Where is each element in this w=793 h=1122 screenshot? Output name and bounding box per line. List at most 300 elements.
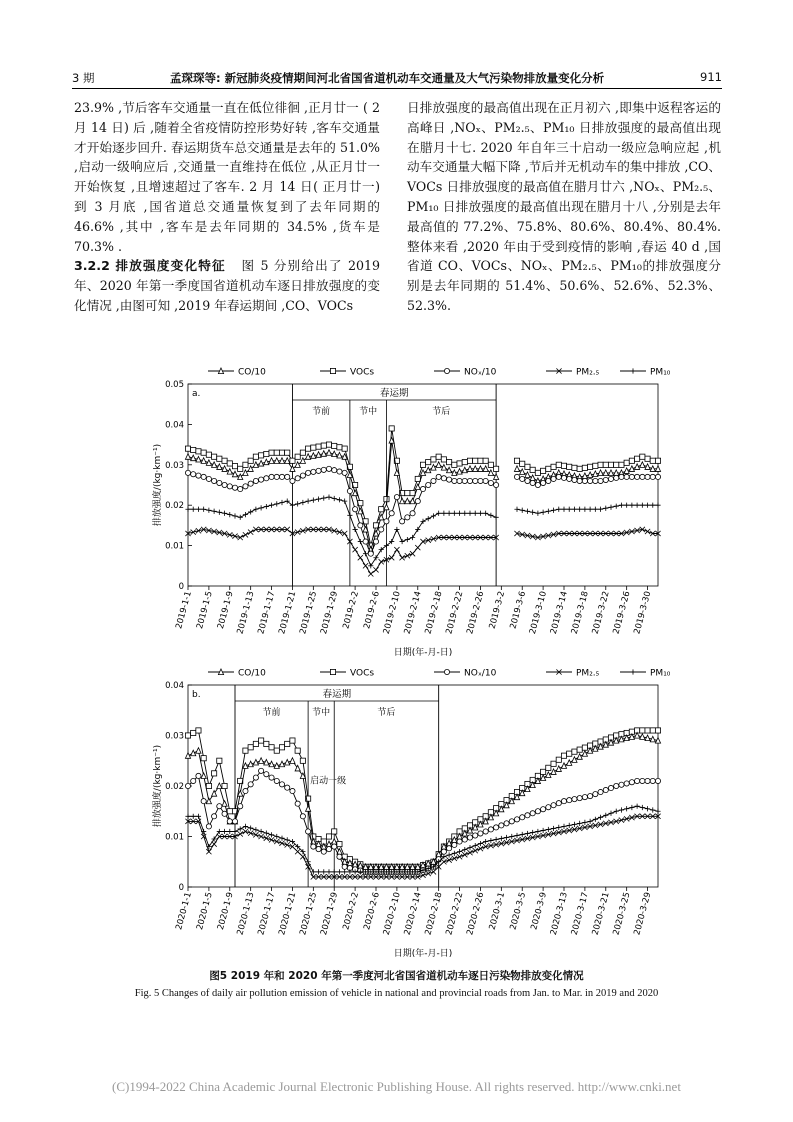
data-point — [473, 458, 478, 463]
data-point — [342, 864, 347, 869]
data-point — [259, 758, 264, 764]
data-point — [279, 450, 284, 455]
data-point — [217, 480, 222, 485]
data-point — [619, 782, 624, 787]
data-point — [279, 500, 284, 505]
data-point — [222, 466, 227, 472]
series-triangle — [185, 733, 660, 870]
data-point — [645, 464, 650, 470]
data-point — [363, 551, 368, 556]
data-point — [499, 823, 504, 828]
data-point — [269, 474, 274, 479]
data-point — [577, 466, 582, 471]
data-point — [185, 753, 190, 759]
data-point — [447, 857, 452, 862]
right-column — [407, 98, 721, 316]
data-point — [447, 477, 452, 482]
data-point — [640, 805, 645, 810]
y-tick-label: 0.04 — [165, 420, 184, 431]
data-point — [541, 828, 546, 833]
data-point — [598, 507, 603, 512]
x-tick-label: 2019-2-14 — [402, 590, 424, 636]
data-point — [546, 805, 551, 810]
legend-label: CO/10 — [238, 367, 266, 378]
data-point — [259, 453, 264, 458]
data-point — [185, 454, 190, 460]
data-point — [217, 456, 222, 461]
data-point — [452, 478, 457, 483]
data-point — [285, 785, 290, 790]
data-point — [541, 468, 546, 473]
data-point — [222, 482, 227, 487]
data-point — [295, 748, 300, 753]
y-tick-label: 0 — [178, 883, 184, 893]
data-point — [572, 749, 577, 754]
data-point — [332, 869, 337, 874]
data-point — [645, 728, 650, 733]
data-point — [640, 503, 645, 508]
panel-label: b. — [192, 690, 201, 700]
data-point — [285, 474, 290, 479]
data-point — [290, 758, 295, 764]
data-point — [269, 503, 274, 508]
paragraph: 日排放强度的最高值出现在正月初六 ,即集中返程客运的高峰日 ,NOₓ、PM₂.₅、PM₁₀ 日排放强度的最高值出现在腊月十七. 2020 年自年三十启动一级应急响应起 ,机动车交通量大幅下降 ,节后并无机动车的集中排放 ,CO、VOCs 日排放强度的最高值在腊月廿六 ,NOₓ、PM₂.₅、PM₁₀ 日排放强度的最高值出现在腊月十八 ,分别是去年最高值的 77.2%、75.8%、80.6%、80.4%、80.4%. 整体来看 ,2020 年由于受到疫情的影响 ,春运 40 d ,国省道 CO、VOCs、NOₓ、PM₂.₅、PM₁₀的排放强度分别是去年同期的 51.4%、50.6%、52.6%、52.3%、52.3%. — [407, 100, 721, 313]
data-point — [238, 535, 243, 540]
data-point — [577, 478, 582, 483]
data-point — [316, 444, 321, 449]
data-point — [238, 486, 243, 491]
data-point — [494, 482, 499, 487]
data-point — [347, 488, 352, 493]
legend-marker — [444, 368, 449, 373]
data-point — [332, 839, 337, 845]
data-point — [332, 496, 337, 501]
x-tick-label: 2020-3-29 — [632, 891, 654, 937]
data-point — [467, 850, 472, 855]
data-point — [285, 450, 290, 455]
data-point — [588, 819, 593, 824]
y-tick-label: 0.02 — [165, 782, 184, 792]
data-point — [347, 513, 352, 518]
data-point — [405, 553, 410, 558]
data-point — [201, 507, 206, 512]
figure-caption-cn: 图5 2019 年和 2020 年第一季度河北省国省道机动车逐日污染物排放变化情况 — [209, 970, 584, 982]
data-point — [259, 477, 264, 482]
data-point — [384, 519, 389, 524]
chart-2019 — [150, 362, 670, 660]
x-tick-label: 2019-1-13 — [235, 590, 257, 636]
data-point — [645, 456, 650, 461]
data-point — [264, 451, 269, 456]
data-point — [217, 829, 222, 834]
data-point — [514, 507, 519, 512]
data-point — [253, 478, 258, 483]
data-point — [619, 807, 624, 812]
data-point — [504, 835, 509, 840]
series-circle — [185, 466, 660, 556]
data-point — [222, 811, 227, 816]
sub-period-label: 节中 — [359, 407, 378, 417]
data-point — [603, 787, 608, 792]
data-point — [274, 501, 279, 506]
data-point — [238, 831, 243, 836]
x-tick-label: 2019-2-2 — [341, 590, 362, 631]
data-point — [243, 829, 248, 834]
data-point — [546, 509, 551, 514]
data-point — [290, 478, 295, 483]
data-point — [248, 466, 253, 472]
data-point — [332, 443, 337, 448]
y-tick-label: 0.01 — [165, 541, 184, 552]
data-point — [447, 852, 452, 857]
data-point — [488, 838, 493, 843]
data-point — [321, 443, 326, 448]
data-point — [593, 478, 598, 483]
data-point — [290, 738, 295, 743]
data-point — [535, 470, 540, 475]
data-point — [577, 507, 582, 512]
data-point — [212, 454, 217, 459]
data-point — [321, 869, 326, 874]
x-tick-label: 2020-2-10 — [381, 891, 403, 937]
data-point — [259, 738, 264, 743]
data-point — [300, 758, 305, 763]
data-point — [264, 772, 269, 777]
series-plus — [185, 495, 660, 569]
data-point — [274, 834, 279, 839]
data-point — [232, 829, 237, 834]
data-point — [300, 528, 305, 533]
x-tick-label: 2020-1-17 — [256, 891, 278, 937]
data-point — [191, 730, 196, 735]
data-point — [426, 460, 431, 465]
data-point — [300, 814, 305, 819]
data-point — [259, 834, 264, 839]
data-point — [316, 869, 321, 874]
data-point — [551, 508, 556, 513]
data-point — [608, 811, 613, 816]
x-tick-label: 2019-1-5 — [195, 590, 215, 631]
data-point — [598, 462, 603, 467]
data-point — [514, 466, 519, 472]
data-point — [227, 512, 232, 517]
data-point — [525, 478, 530, 483]
data-point — [582, 820, 587, 825]
data-point — [546, 466, 551, 471]
data-point — [467, 835, 472, 840]
data-point — [232, 464, 237, 469]
data-point — [556, 507, 561, 512]
legend-marker — [330, 368, 335, 373]
data-point — [441, 511, 446, 516]
data-point — [191, 507, 196, 512]
data-point — [567, 476, 572, 481]
data-point — [452, 842, 457, 847]
data-point — [452, 856, 457, 861]
data-point — [243, 788, 248, 793]
data-point — [561, 463, 566, 468]
x-tick-label: 2019-1-1 — [174, 590, 194, 631]
series-line — [188, 730, 658, 866]
data-point — [556, 462, 561, 467]
data-point — [222, 511, 227, 516]
data-point — [499, 836, 504, 841]
data-point — [525, 831, 530, 836]
data-point — [191, 750, 196, 756]
data-point — [561, 824, 566, 829]
data-point — [337, 445, 342, 450]
data-point — [426, 467, 431, 473]
data-point — [582, 745, 587, 750]
data-point — [326, 450, 331, 456]
data-point — [494, 474, 499, 480]
x-tick-label: 2020-3-9 — [529, 891, 550, 932]
data-point — [478, 846, 483, 851]
data-point — [212, 509, 217, 514]
data-point — [358, 555, 363, 560]
legend-label: PM₁₀ — [650, 367, 670, 378]
data-point — [645, 503, 650, 508]
data-point — [494, 515, 499, 520]
data-point — [212, 478, 217, 483]
x-tick-label: 2019-3-2 — [487, 590, 508, 631]
data-point — [551, 761, 556, 766]
data-point — [457, 839, 462, 844]
data-point — [368, 571, 373, 576]
data-point — [608, 505, 613, 510]
x-tick-label: 2019-1-21 — [277, 590, 299, 636]
data-point — [473, 511, 478, 516]
data-point — [567, 464, 572, 469]
data-point — [478, 458, 483, 463]
data-point — [426, 516, 431, 521]
data-point — [462, 511, 467, 516]
data-point — [624, 460, 629, 465]
data-point — [290, 788, 295, 793]
data-point — [326, 442, 331, 447]
data-point — [462, 847, 467, 852]
data-point — [567, 507, 572, 512]
data-point — [514, 474, 519, 479]
data-point — [619, 474, 624, 479]
y-axis-label: 排放强度/(kg·km⁻¹) — [153, 744, 163, 828]
data-point — [232, 513, 237, 518]
data-point — [608, 462, 613, 467]
data-point — [572, 757, 577, 763]
data-point — [541, 480, 546, 485]
data-point — [608, 476, 613, 481]
data-point — [640, 462, 645, 468]
data-point — [441, 859, 446, 864]
data-point — [243, 824, 248, 829]
data-point — [577, 821, 582, 826]
data-point — [227, 469, 232, 475]
data-point — [279, 782, 284, 787]
data-point — [525, 813, 530, 818]
data-point — [185, 814, 190, 819]
data-point — [551, 464, 556, 469]
data-point — [206, 452, 211, 457]
data-point — [311, 469, 316, 474]
data-point — [290, 458, 295, 463]
data-point — [300, 450, 305, 455]
data-point — [196, 473, 201, 478]
data-point — [514, 817, 519, 822]
x-tick-label: 2020-1-1 — [174, 891, 194, 932]
data-point — [593, 463, 598, 468]
data-point — [222, 829, 227, 834]
data-point — [447, 511, 452, 516]
data-point — [243, 512, 248, 517]
data-point — [577, 747, 582, 752]
data-point — [530, 811, 535, 816]
data-point — [201, 474, 206, 479]
data-point — [473, 843, 478, 848]
data-point — [400, 555, 405, 560]
x-tick-label: 2020-2-6 — [362, 891, 382, 932]
header-rule — [72, 88, 722, 89]
data-point — [614, 504, 619, 509]
data-point — [253, 827, 258, 832]
y-tick-label: 0.04 — [165, 681, 184, 691]
data-point — [635, 474, 640, 479]
data-point — [212, 462, 217, 468]
data-point — [582, 478, 587, 483]
data-point — [572, 797, 577, 802]
data-point — [598, 815, 603, 820]
data-point — [572, 822, 577, 827]
x-tick-label: 2019-2-22 — [444, 590, 466, 636]
data-point — [488, 470, 493, 476]
legend — [208, 368, 670, 378]
x-tick-label: 2020-2-2 — [341, 891, 362, 932]
data-point — [306, 806, 311, 812]
data-point — [196, 748, 201, 754]
data-point — [546, 478, 551, 483]
data-point — [259, 829, 264, 834]
data-point — [300, 458, 305, 464]
data-point — [264, 504, 269, 509]
data-point — [556, 825, 561, 830]
data-point — [420, 519, 425, 524]
data-point — [279, 745, 284, 750]
running-title: 孟琛琛等: 新冠肺炎疫情期间河北省国省道机动车交通量及大气污染物排放量变化分析 — [170, 71, 605, 85]
data-point — [426, 871, 431, 876]
data-point — [206, 783, 211, 788]
data-point — [196, 814, 201, 819]
data-point — [478, 831, 483, 836]
data-point — [227, 829, 232, 834]
data-point — [342, 446, 347, 451]
data-point — [248, 458, 253, 463]
data-point — [206, 849, 211, 854]
data-point — [379, 559, 384, 564]
data-point — [426, 538, 431, 543]
panel-label: a. — [192, 389, 201, 399]
data-point — [279, 841, 284, 846]
data-point — [332, 829, 337, 834]
paragraph: 图 5 分别给出了 2019 年、2020 年第一季度国省道机动车逐日排放强度的变化情况 ,由图可知 ,2019 年春运期间 ,CO、VOCs — [74, 258, 380, 313]
data-point — [285, 741, 290, 746]
data-point — [541, 510, 546, 515]
data-point — [264, 831, 269, 836]
data-point — [577, 796, 582, 801]
legend — [208, 669, 670, 679]
data-point — [447, 846, 452, 851]
data-point — [253, 507, 258, 512]
section-heading: 3.2.2 排放强度变化特征 — [74, 258, 226, 274]
data-point — [598, 478, 603, 483]
data-point — [379, 507, 384, 512]
data-point — [274, 748, 279, 753]
data-point — [253, 741, 258, 746]
x-tick-label: 2020-1-25 — [298, 891, 320, 937]
data-point — [196, 449, 201, 454]
data-point — [582, 465, 587, 470]
data-point — [546, 765, 551, 770]
data-point — [457, 511, 462, 516]
data-point — [431, 457, 436, 462]
data-point — [358, 539, 363, 544]
data-point — [561, 763, 566, 769]
data-point — [436, 462, 441, 468]
data-point — [201, 773, 206, 779]
data-point — [243, 484, 248, 489]
x-tick-label: 2019-1-29 — [319, 590, 341, 636]
y-tick-label: 0.01 — [165, 832, 184, 843]
data-point — [473, 478, 478, 483]
data-point — [264, 476, 269, 481]
data-point — [629, 805, 634, 810]
data-point — [452, 462, 457, 467]
data-point — [619, 462, 624, 467]
data-point — [232, 471, 237, 477]
data-point — [410, 511, 415, 516]
data-point — [655, 809, 660, 814]
data-point — [243, 470, 248, 476]
data-point — [196, 728, 201, 733]
data-point — [311, 498, 316, 503]
data-point — [603, 506, 608, 511]
data-point — [227, 461, 232, 466]
data-point — [588, 478, 593, 483]
data-point — [253, 775, 258, 780]
chart-2020 — [150, 663, 670, 961]
data-point — [379, 527, 384, 532]
data-point — [561, 507, 566, 512]
data-point — [196, 507, 201, 512]
data-point — [363, 563, 368, 568]
data-point — [640, 728, 645, 733]
data-point — [457, 849, 462, 854]
sub-period-label: 节中 — [312, 708, 331, 718]
page-number: 911 — [700, 70, 722, 84]
data-point — [629, 780, 634, 785]
data-point — [191, 814, 196, 819]
legend-marker — [630, 368, 635, 373]
data-point — [655, 778, 660, 783]
data-point — [561, 475, 566, 480]
data-point — [650, 728, 655, 733]
data-point — [295, 501, 300, 506]
figure-panel-a — [150, 362, 670, 660]
data-point — [556, 474, 561, 479]
data-point — [238, 804, 243, 809]
sub-period-label: 节前 — [312, 407, 331, 417]
x-tick-label: 2019-2-18 — [423, 590, 445, 636]
data-point — [504, 821, 509, 826]
sub-period-label: 节后 — [377, 708, 396, 718]
